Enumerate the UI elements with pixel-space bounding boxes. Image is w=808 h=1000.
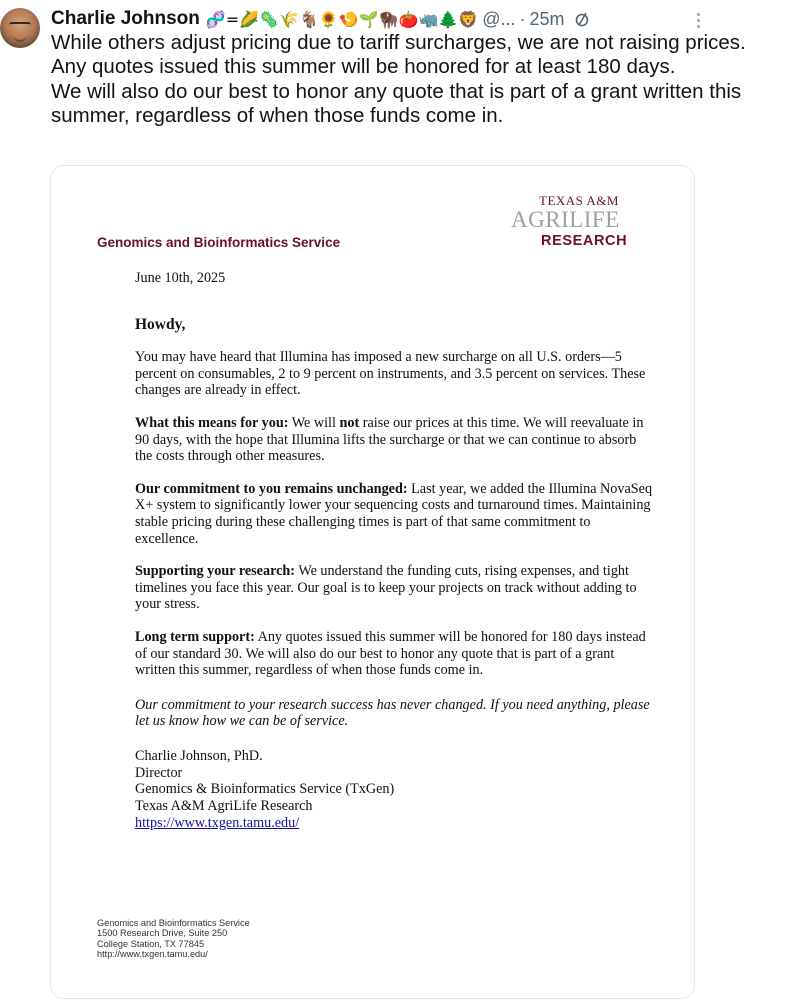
- section-body: We will: [291, 414, 340, 431]
- author-handle[interactable]: @...: [482, 8, 516, 29]
- footer-line: College Station, TX 77845: [97, 938, 205, 949]
- letter-section: [135, 629, 655, 679]
- footer-line: 1500 Research Drive, Suite 250: [97, 928, 228, 939]
- tweet-line: Any quotes issued this summer will be honored for at least 180 days.: [51, 55, 676, 79]
- signature-name: Charlie Johnson, PhD.: [135, 747, 263, 764]
- tweet-header: [51, 6, 591, 32]
- avatar-glasses: [9, 22, 31, 30]
- letter-section: [135, 415, 655, 465]
- agrilife-logo: [511, 192, 651, 252]
- tweet-line: We will also do our best to honor any quote that is part of a grant written this summer, regardless of when those funds come in.: [51, 79, 742, 127]
- signature-parent: Texas A&M AgriLife Research: [135, 798, 313, 815]
- footer-line: Genomics and Bioinformatics Service: [97, 918, 250, 928]
- tweet-line: While others adjust pricing due to tariff surcharges, we are not raising prices.: [51, 31, 746, 54]
- signature-org: Genomics & Bioinformatics Service (TxGen): [135, 781, 395, 798]
- letter-department: Genomics and Bioinformatics Service: [97, 235, 341, 250]
- logo-line-1: TEXAS A&M: [539, 193, 619, 208]
- section-body: Last year, we added the Illumina NovaSeq X+ system to significantly lower your sequencing costs and turnaround times. Maintaining stable pricing during these challenging times is part of that same commitment to excellence.: [135, 480, 653, 547]
- edited-icon[interactable]: [573, 10, 591, 28]
- section-heading: Our commitment to you remains unchanged:: [135, 480, 408, 497]
- letter-date: June 10th, 2025: [135, 270, 226, 286]
- section-heading: Long term support:: [135, 628, 255, 645]
- letter-footer: [97, 918, 250, 960]
- attached-image[interactable]: [50, 165, 695, 999]
- more-options-icon[interactable]: [690, 8, 706, 32]
- section-emphasis: not: [339, 414, 360, 431]
- letter-section: [135, 563, 655, 613]
- logo-line-2: AGRILIFE: [511, 207, 620, 232]
- separator-dot: ·: [519, 8, 526, 29]
- signature-url-link[interactable]: https://www.txgen.tamu.edu/: [135, 815, 300, 832]
- name-emojis: 🧬=🌽🦠🌾🐐🌻🍤🌱🦬🍅🦏🌲🦁: [205, 9, 479, 29]
- section-body: Any quotes issued this summer will be honored for 180 days instead of our standard 30. We will also do our best to honor any quote that is part of a grant written this summer, regardless of when those funds come in.: [135, 628, 646, 679]
- section-heading: What this means for you:: [135, 414, 289, 431]
- signature-title: Director: [135, 764, 183, 781]
- section-body: raise our prices at this time. We will reevaluate in 90 days, with the hope that Illumina lifts the surcharge or that we can continue to absorb the costs through other measures.: [135, 414, 644, 465]
- avatar-mouth: [13, 35, 27, 42]
- section-heading: Supporting your research:: [135, 563, 296, 580]
- letter-signature: [135, 748, 655, 832]
- letter-section: [135, 481, 655, 547]
- section-body: We understand the funding cuts, rising expenses, and tight timelines you face this year. Our goal is to keep your projects on track without adding to your stress.: [135, 563, 637, 613]
- logo-line-3: RESEARCH: [541, 233, 628, 249]
- tweet-text: [51, 31, 751, 128]
- avatar[interactable]: [0, 8, 40, 48]
- letter-body: [135, 266, 655, 832]
- post-time[interactable]: 25m: [529, 8, 565, 29]
- footer-line: http://www.txgen.tamu.edu/: [97, 949, 208, 960]
- letter-intro: You may have heard that Illumina has imposed a new surcharge on all U.S. orders—5 percent on consumables, 2 to 9 percent on instruments, and 3.5 percent on services. These changes are already in effect.: [135, 349, 646, 399]
- letter-closing: Our commitment to your research success has never changed. If you need anything, please let us know how we can be of service.: [135, 696, 650, 730]
- letter-greeting: Howdy,: [135, 315, 186, 333]
- author-name[interactable]: Charlie Johnson: [51, 8, 200, 29]
